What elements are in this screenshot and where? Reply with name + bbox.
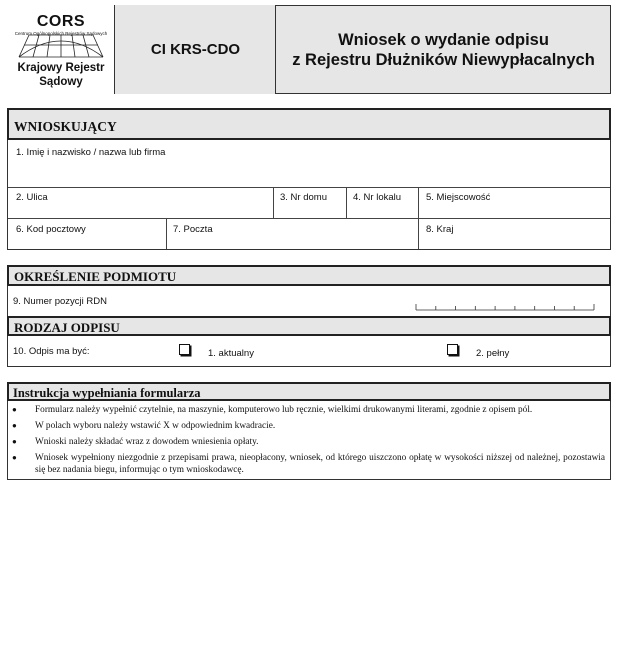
registry-name-line2: Sądowy [39,76,83,88]
form-code-cell [115,5,276,94]
country-label: 8. Kraj [426,224,454,235]
full-copy-checkbox[interactable] [447,344,458,355]
rdn-position-label: 9. Numer pozycji RDN [13,296,107,307]
bullet-icon: ● [12,453,17,462]
bullet-icon: ● [12,421,17,430]
logo-subtitle: Centrum Ogólnopolskich Rejestrów Sądowych [14,31,108,36]
form-title-cell [276,5,611,94]
instruction-text: Wnioski należy składać wraz z dowodem wniesienia opłaty. [35,437,259,447]
apartment-number-field[interactable] [346,187,418,218]
rdn-position-field[interactable] [8,286,610,316]
form-title-line2: z Rejestru Dłużników Niewypłacalnych [292,51,595,69]
post-office-label: 7. Poczta [173,224,213,235]
registry-name [7,61,115,89]
post-office-field[interactable] [166,218,418,249]
applicant-heading: WNIOSKUJĄCY [7,108,611,140]
registry-name-line1: Krajowy Rejestr [17,62,105,74]
instruction-text: W polach wyboru należy wstawić X w odpowiednim kwadracie. [35,421,276,431]
rdn-digit-boxes [415,302,595,312]
subject-heading: OKREŚLENIE PODMIOTU [7,265,611,286]
copy-type-label: 10. Odpis ma być: [13,346,90,357]
logo-text: CORS [36,13,86,30]
bullet-icon: ● [12,437,17,446]
street-field-label: 2. Ulica [16,192,48,203]
logo-block [7,5,115,94]
house-number-label: 3. Nr domu [280,192,327,203]
postal-code-field[interactable] [8,218,166,249]
name-field-label: 1. Imię i nazwisko / nazwa lub firma [16,147,166,158]
current-copy-checkbox[interactable] [179,344,190,355]
postal-code-label: 6. Kod pocztowy [16,224,86,235]
house-number-field[interactable] [273,187,346,218]
form-title-line1: Wniosek o wydanie odpisu [338,31,549,49]
full-copy-label: 2. pełny [476,348,510,359]
name-field[interactable] [8,140,610,187]
current-copy-label: 1. aktualny [208,348,254,359]
form-code: CI KRS-CDO [150,41,241,58]
city-field[interactable] [418,187,610,218]
form-title [276,30,611,70]
city-field-label: 5. Miejscowość [426,192,491,203]
street-field[interactable] [8,187,273,218]
apartment-number-label: 4. Nr lokalu [353,192,402,203]
bullet-icon: ● [12,405,17,414]
instructions-heading: Instrukcja wypełniania formularza [7,382,611,401]
copy-type-heading: RODZAJ ODPISU [7,316,611,336]
copy-type-row [8,336,610,366]
instruction-text: Wniosek wypełniony niezgodnie z przepisami prawa, nieopłacony, wniosek, od którego uiszczono opłatę w wysokości niższej od należnej, pozostawia się bez nadania biegu, informując o tym wnioskodawcę. [35,453,605,475]
instruction-text: Formularz należy wypełnić czytelnie, na maszynie, komputerowo lub ręcznie, wielkimi drukowanymi literami, zgodnie z opisem pól. [35,405,533,415]
country-field[interactable] [418,218,610,249]
